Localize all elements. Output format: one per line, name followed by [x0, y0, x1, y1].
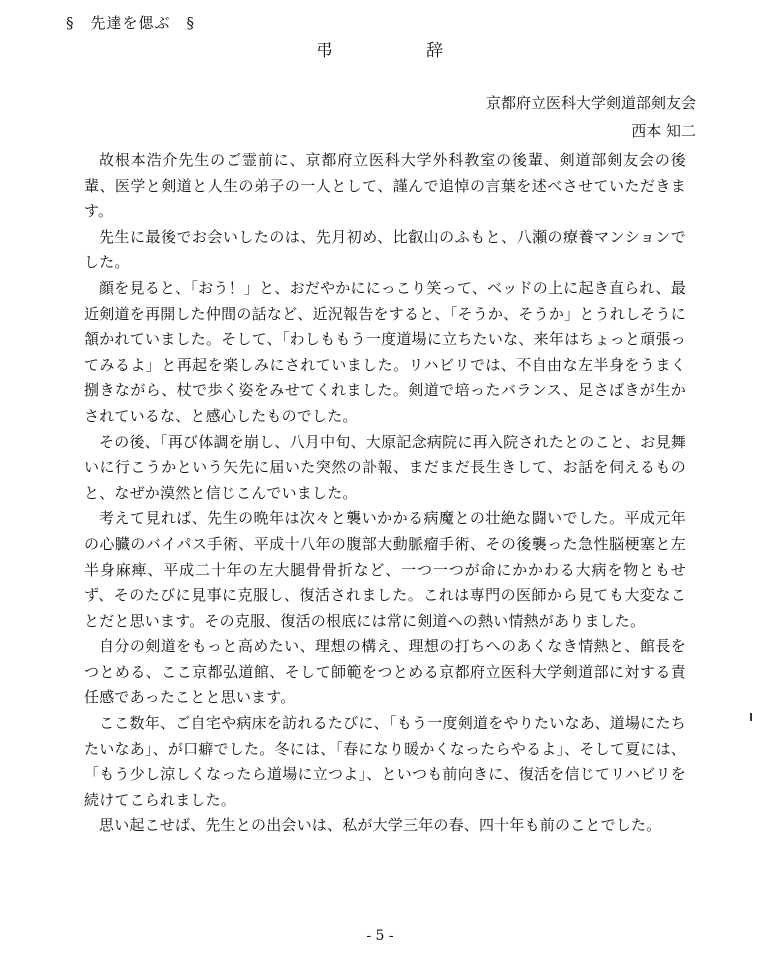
scan-artifact	[750, 713, 752, 721]
eulogy-title-part2: 辞	[426, 41, 444, 61]
author-name: 西本 知二	[631, 122, 696, 140]
eulogy-title-part1: 弔	[316, 41, 334, 61]
eulogy-body	[84, 148, 686, 839]
paragraph: 考えて見れば、先生の晩年は次々と襲いかかる病魔との壮絶な闘いでした。平成元年の心臓のバイパス手術、平成十八年の腹部大動脈瘤手術、その後襲った急性脳梗塞と左半身麻痺、平成二十年の左大腿骨骨折など、一つ一つが命にかかわる大病を物ともせず、そのたびに見事に克服し、復活されました。これは専門の医師から見ても大変なことだと思います。その克服、復活の根底には常に剣道への熱い情熱がありました。	[84, 509, 686, 630]
paragraph: 先生に最後でお会いしたのは、先月初め、比叡山のふもと、八瀬の療養マンションでした。	[84, 227, 686, 272]
page-number: - 5 -	[366, 928, 394, 944]
paragraph: 自分の剣道をもっと高めたい、理想の構え、理想の打ちへのあくなき情熱と、館長をつとめる、ここ京都弘道館、そして師範をつとめる京都府立医科大学剣道部に対する責任感であったことと思います。	[84, 637, 686, 707]
eulogy-title	[0, 36, 760, 61]
paragraph: 故根本浩介先生のご霊前に、京都府立医科大学外科教室の後輩、剣道部剣友会の後輩、医学と剣道と人生の弟子の一人として、謹んで追悼の言葉を述べさせていただきます。	[84, 151, 686, 221]
paragraph: 顔を見ると、「おう！」と、おだやかににっこり笑って、ベッドの上に起き直られ、最近剣道を再開した仲間の話など、近況報告をすると、「そうか、そうか」とうれしそうに頷かれていました。そして、「わしももう一度道場に立ちたいな、来年はちょっと頑張ってみるよ」と再起を楽しみにされていました。リハビリでは、不自由な左半身をうまく捌きながら、杖で歩く姿をみせてくれました。剣道で培ったバランス、足さばきが生かされているな、と感心したものでした。	[84, 278, 686, 425]
paragraph: 思い起こせば、先生との出会いは、私が大学三年の春、四十年も前のことでした。	[99, 816, 662, 835]
paragraph: ここ数年、ご自宅や病床を訪れるたびに、「もう一度剣道をやりたいなあ、道場にたちたいなあ」、が口癖でした。冬には、「春になり暖かくなったらやるよ」、そして夏には、「もう少し涼しくなったら道場に立つよ」、といつも前向きに、復活を信じてリハビリを続けてこられました。	[84, 714, 686, 809]
paragraph: その後、「再び体調を崩し、八月中旬、大原記念病院に再入院されたとのこと、お見舞いに行こうかという矢先に届いた突然の訃報、まだまだ長生きして、お話を伺えるものと、なぜか漠然と信じこんでいました。	[84, 432, 686, 502]
author-organization: 京都府立医科大学剣道部剣友会	[485, 94, 696, 112]
section-header: § 先達を偲ぶ §	[66, 14, 196, 32]
